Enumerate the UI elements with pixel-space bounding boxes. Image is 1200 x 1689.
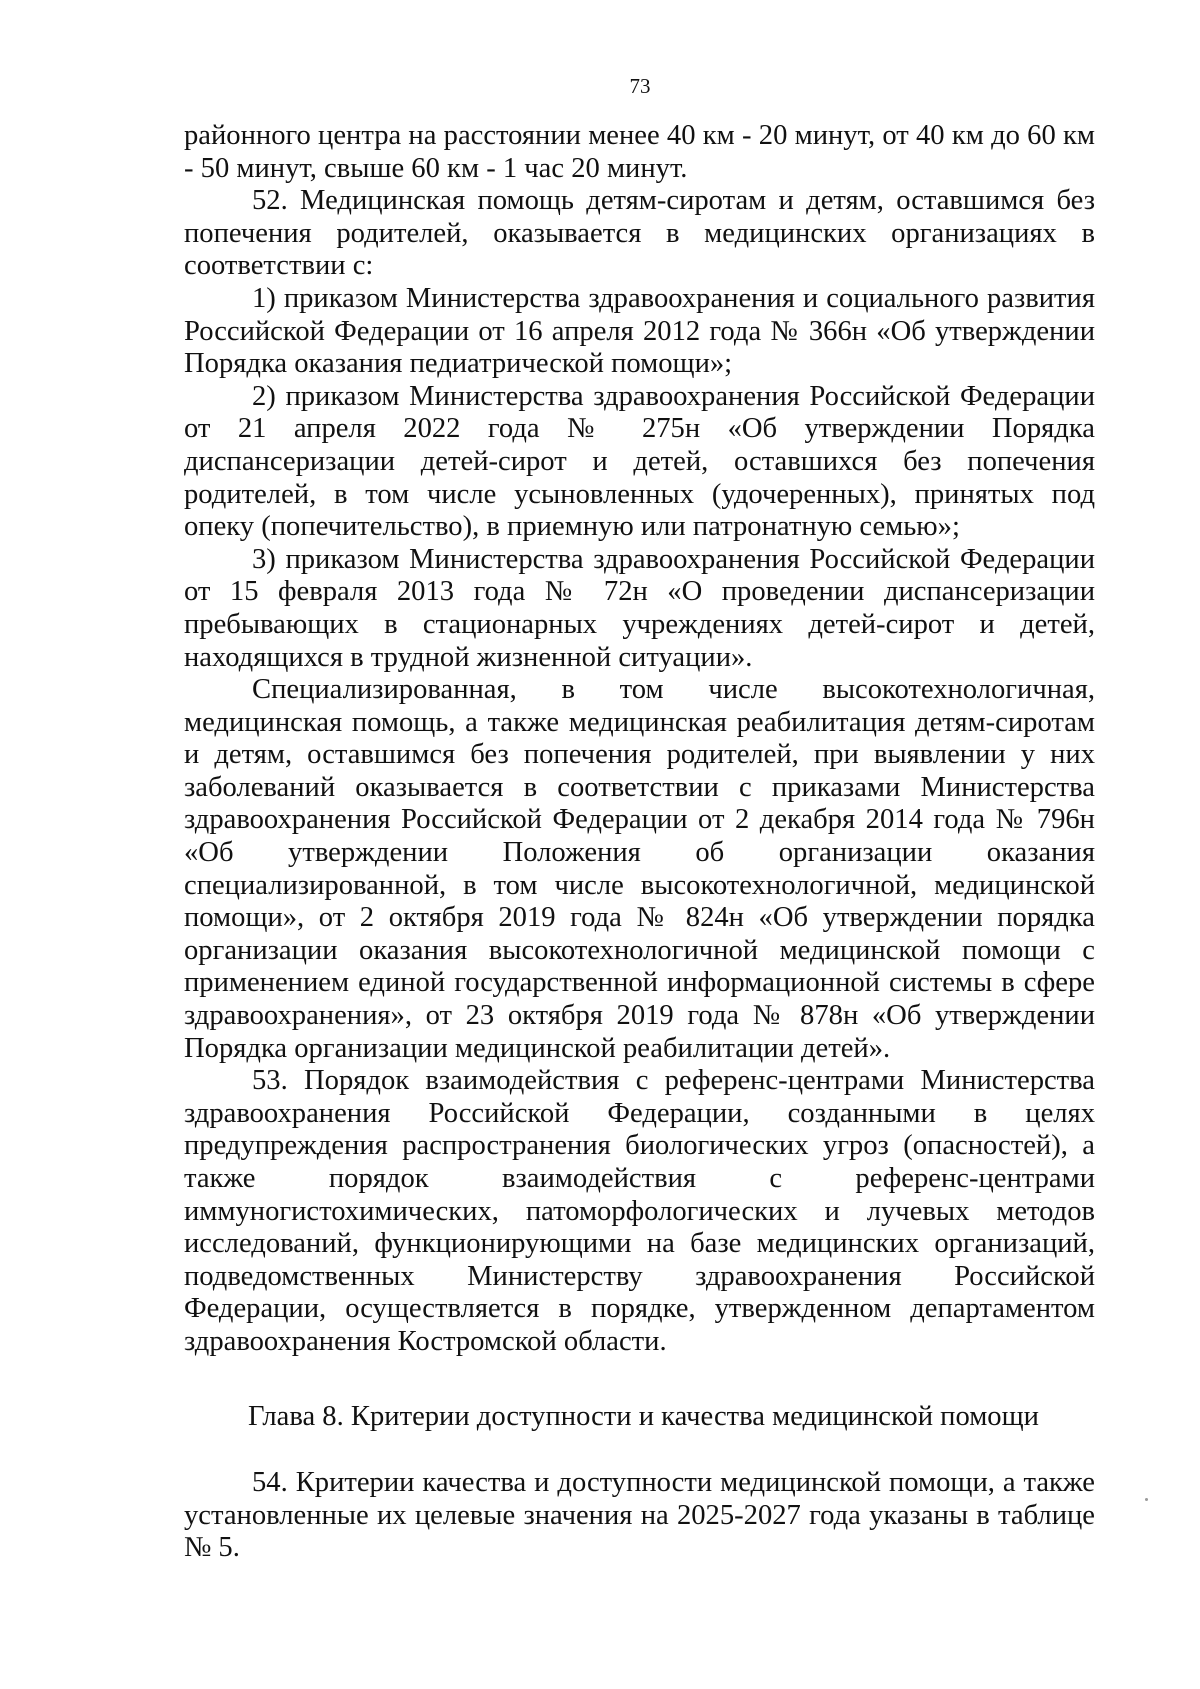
paragraph-53: 53. Порядок взаимодействия с референс-центрами Министерства здравоохранения Российской Федерации, созданными в целях предупреждения распространения биологических угроз (опасностей), а также порядок взаимодействия с референс-центрами иммуногистохимических, патоморфологических и лучевых методов исследований, функционирующими на базе медицинских организаций, подведомственных Министерству здравоохранения Российской Федерации, осуществляется в порядке, утвержденном департаментом здравоохранения Костромской области. — [184, 1065, 1095, 1357]
chapter-heading: Глава 8. Критерии доступности и качества медицинской помощи — [248, 1400, 1039, 1432]
paragraph-54: 54. Критерии качества и доступности медицинской помощи, а также установленные их целевые значения на 2025-2027 года указаны в таблице № 5. — [184, 1467, 1095, 1564]
paragraph-continuation: районного центра на расстоянии менее 40 км - 20 минут, от 40 км до 60 км - 50 минут, свыше 60 км - 1 час 20 минут. — [184, 120, 1095, 184]
paragraph-52-item-1: 1) приказом Министерства здравоохранения и социального развития Российской Федерации от 16 апреля 2012 года № 366н «Об утверждении Порядка оказания педиатрической помощи»; — [184, 282, 1095, 380]
scan-speck — [1145, 1498, 1148, 1501]
page-number: 73 — [629, 74, 651, 98]
paragraph-52-item-3: 3) приказом Министерства здравоохранения Российской Федерации от 15 февраля 2013 года № 72н «О проведении диспансеризации пребывающих в стационарных учреждениях детей-сирот и детей, находящихся в трудной жизненной ситуации». — [184, 543, 1095, 673]
document-body — [184, 120, 1095, 1565]
paragraph-specialized-care: Специализированная, в том числе высокотехнологичная, медицинская помощь, а также медицинская реабилитация детям-сиротам и детям, оставшимся без попечения родителей, при выявлении у них заболеваний оказывается в соответствии с приказами Министерства здравоохранения Российской Федерации от 2 декабря 2014 года № 796н «Об утверждении Положения об организации оказания специализированной, в том числе высокотехнологичной, медицинской помощи», от 2 октября 2019 года № 824н «Об утверждении порядка организации оказания высокотехнологичной медицинской помощи с применением единой государственной информационной системы в сфере здравоохранения», от 23 октября 2019 года № 878н «Об утверждении Порядка организации медицинской реабилитации детей». — [184, 674, 1095, 1064]
paragraph-52-item-2: 2) приказом Министерства здравоохранения Российской Федерации от 21 апреля 2022 года № 275н «Об утверждении Порядка диспансеризации детей-сирот и детей, оставшихся без попечения родителей, в том числе усыновленных (удочеренных), принятых под опеку (попечительство), в приемную или патронатную семью»; — [184, 380, 1095, 543]
paragraph-52: 52. Медицинская помощь детям-сиротам и детям, оставшимся без попечения родителей, оказывается в медицинских организациях в соответствии с: — [184, 185, 1095, 282]
